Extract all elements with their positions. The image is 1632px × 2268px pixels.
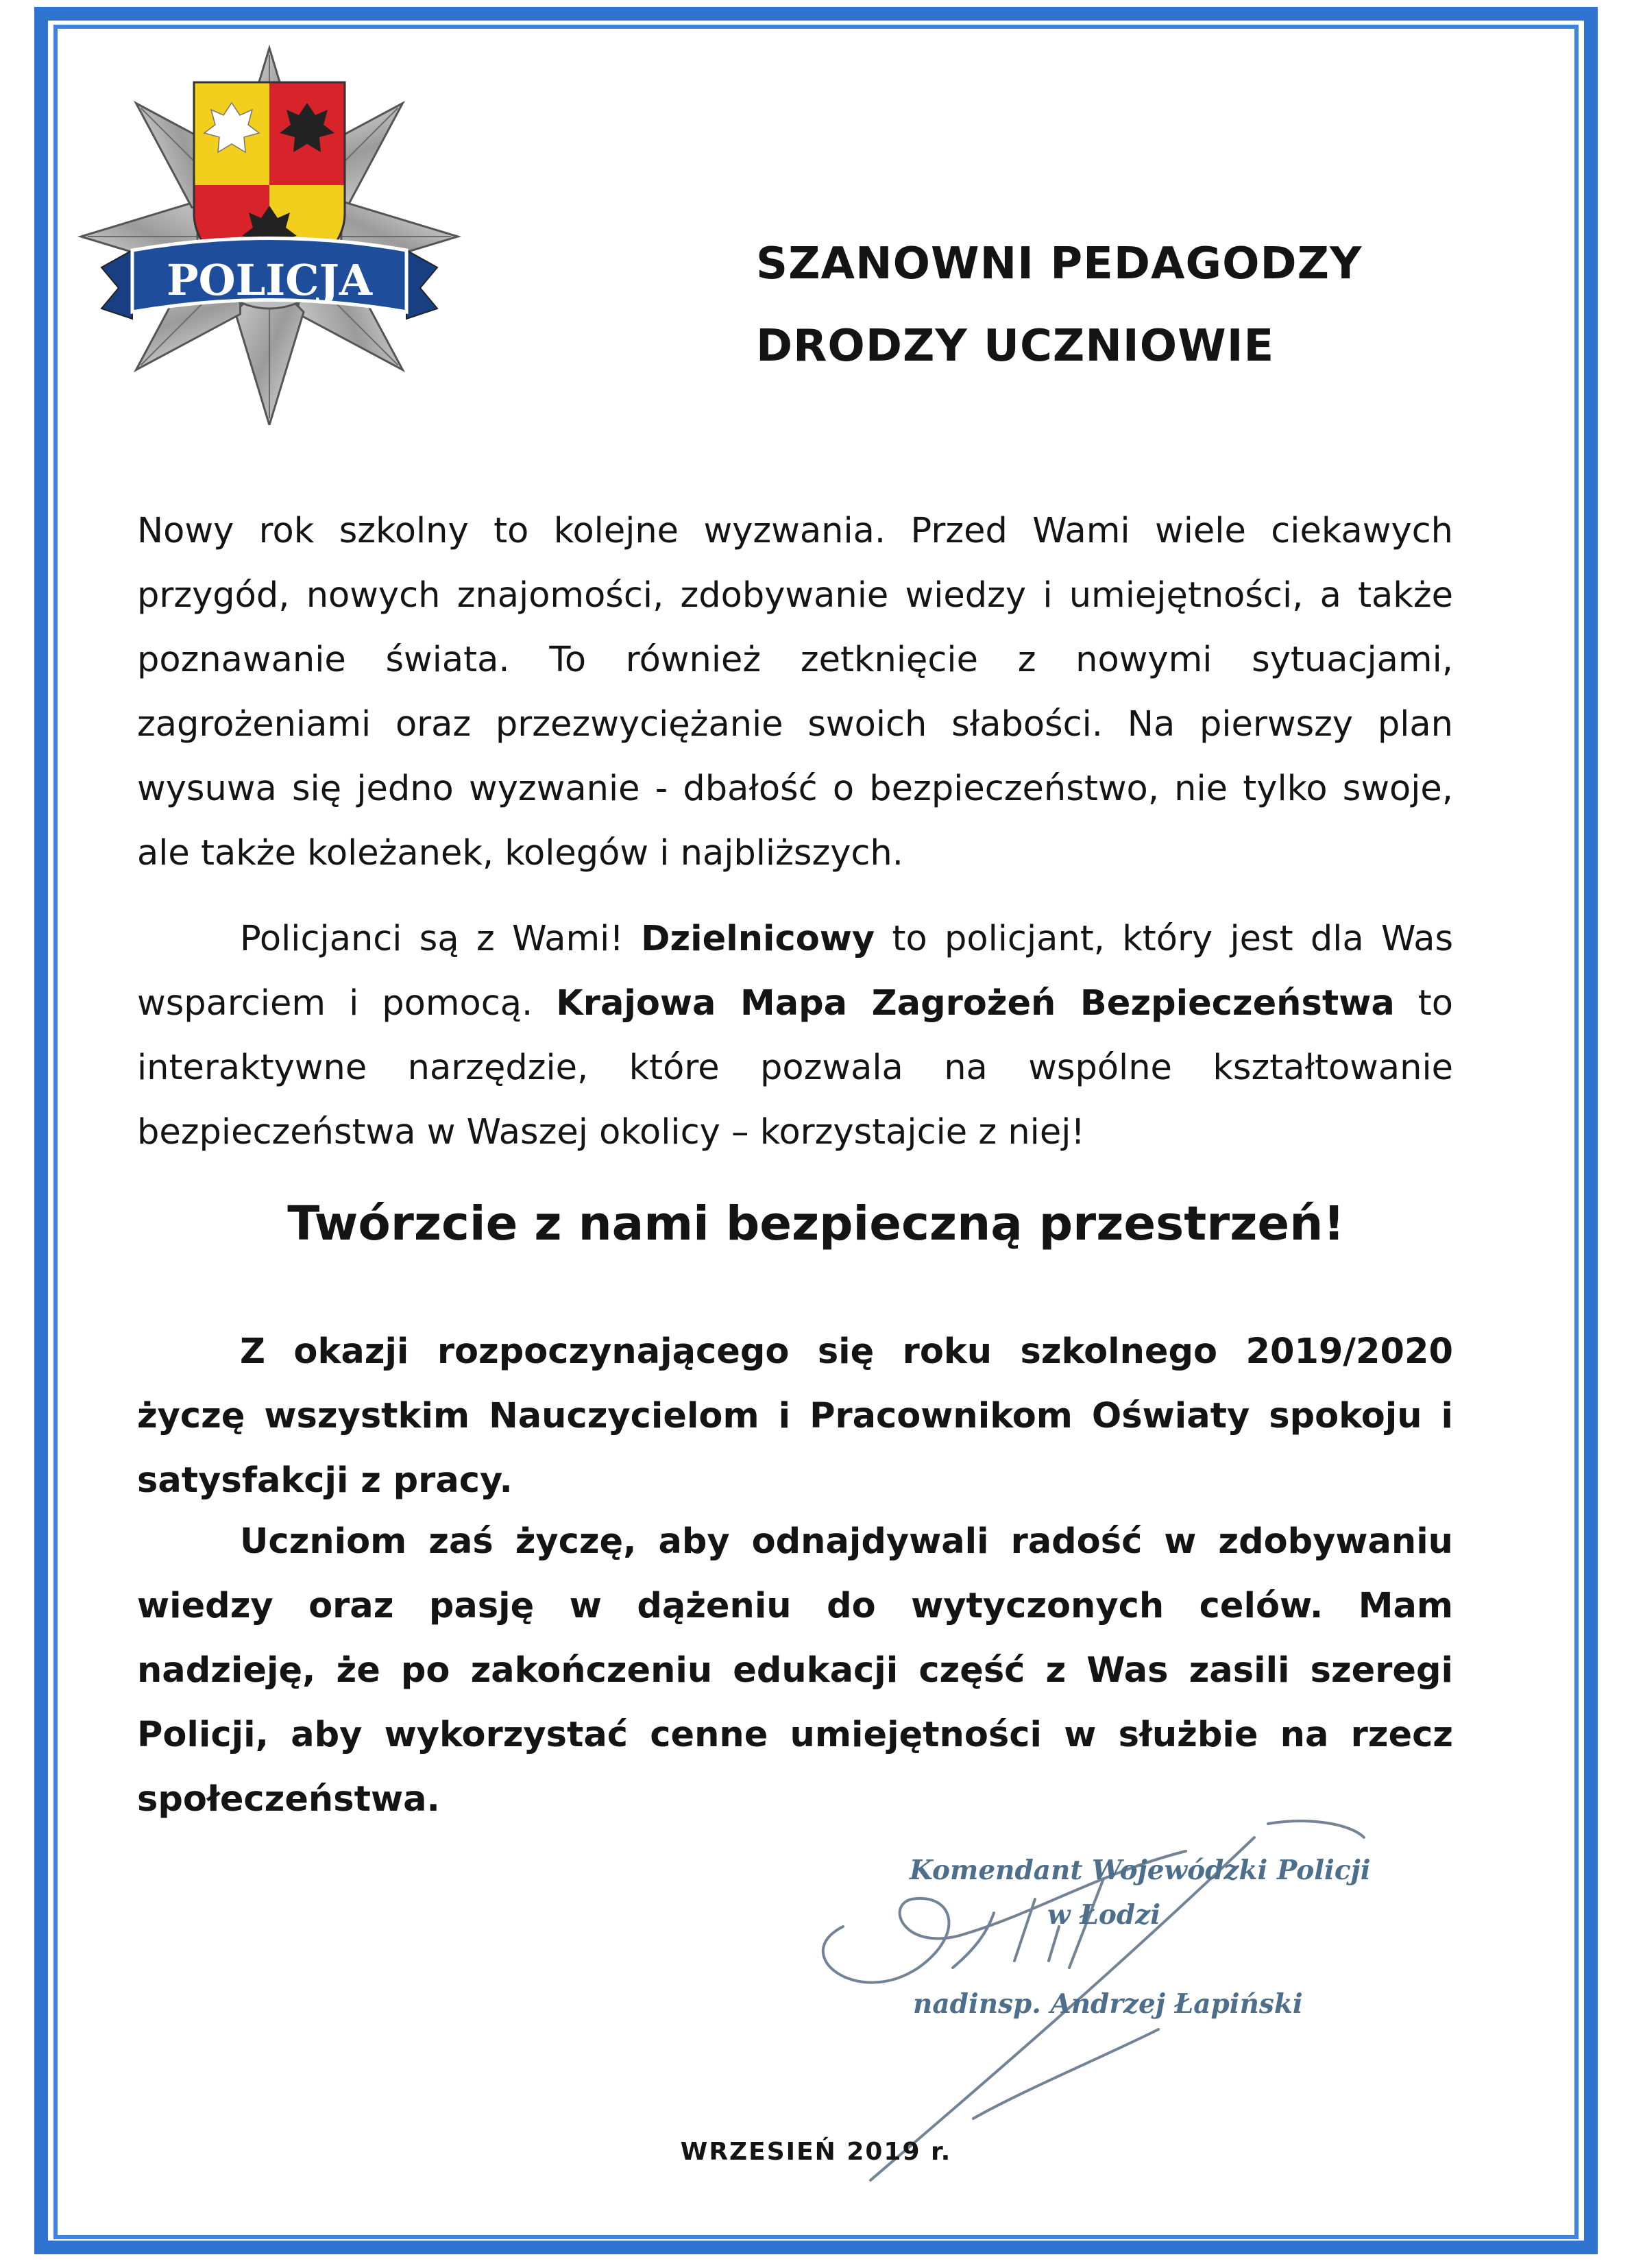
heading-line-2: DRODZY UCZNIOWIE [756, 321, 1275, 372]
police-badge-logo [74, 41, 465, 425]
slogan: Twórzcie z nami bezpieczną przestrzeń! [287, 1196, 1345, 1251]
dzielnicowy-term: Dzielnicowy [641, 919, 875, 959]
intro-paragraph: Nowy rok szkolny to kolejne wyzwania. Przed Wami wiele ciekawych przygód, nowych znajomości, zdobywanie wiedzy i umiejętności, a także poznawanie świata. To również zetknięcie z nowymi sytuacjami, zagrożeniami oraz przezwyciężanie swoich słabości. Na pierwszy plan wysuwa się jedno wyzwanie - dbałość o bezpieczeństwo, nie tylko swoje, ale także koleżanek, kolegów i najbliższych. [137, 511, 1453, 873]
signatory-title-line-2: w Łodzi [1047, 1899, 1161, 1931]
police-paragraph [137, 907, 1453, 1165]
signatory-title-line-1: Komendant Wojewódzki Policji [910, 1855, 1371, 1886]
threat-map-term: Krajowa Mapa Zagrożeń Bezpieczeństwa [556, 983, 1395, 1024]
date: WRZESIEŃ 2019 r. [680, 2138, 952, 2166]
heading-line-1: SZANOWNI PEDAGODZY [756, 239, 1363, 289]
police-text-1: Policjanci są z Wami! [240, 919, 642, 959]
police-star-icon [74, 41, 465, 425]
police-text-3: to interaktywne narzędzie, które pozwala na wspólne kształtowanie bezpieczeństwa w Waszej okolicy – korzystajcie z niej! [137, 983, 1453, 1153]
police-text-2: to policjant, który jest dla Was wsparciem i pomocą. [137, 919, 1454, 1024]
wishes-students: Uczniom zaś życzę, aby odnajdywali radość w zdobywaniu wiedzy oraz pasję w dążeniu do wytyczonych celów. Mam nadzieję, że po zakończeniu edukacji część z Was zasili szeregi Policji, aby wykorzystać cenne umiejętności w służbie na rzecz społeczeństwa. [137, 1521, 1453, 1820]
wishes-teachers: Z okazji rozpoczynającego się roku szkolnego 2019/2020 życzę wszystkim Nauczycielom i Pracownikom Oświaty spokoju i satysfakcji z pracy. [137, 1331, 1453, 1501]
badge-label: POLICJA [166, 255, 373, 305]
signatory-name: nadinsp. Andrzej Łapiński [913, 1988, 1303, 2020]
